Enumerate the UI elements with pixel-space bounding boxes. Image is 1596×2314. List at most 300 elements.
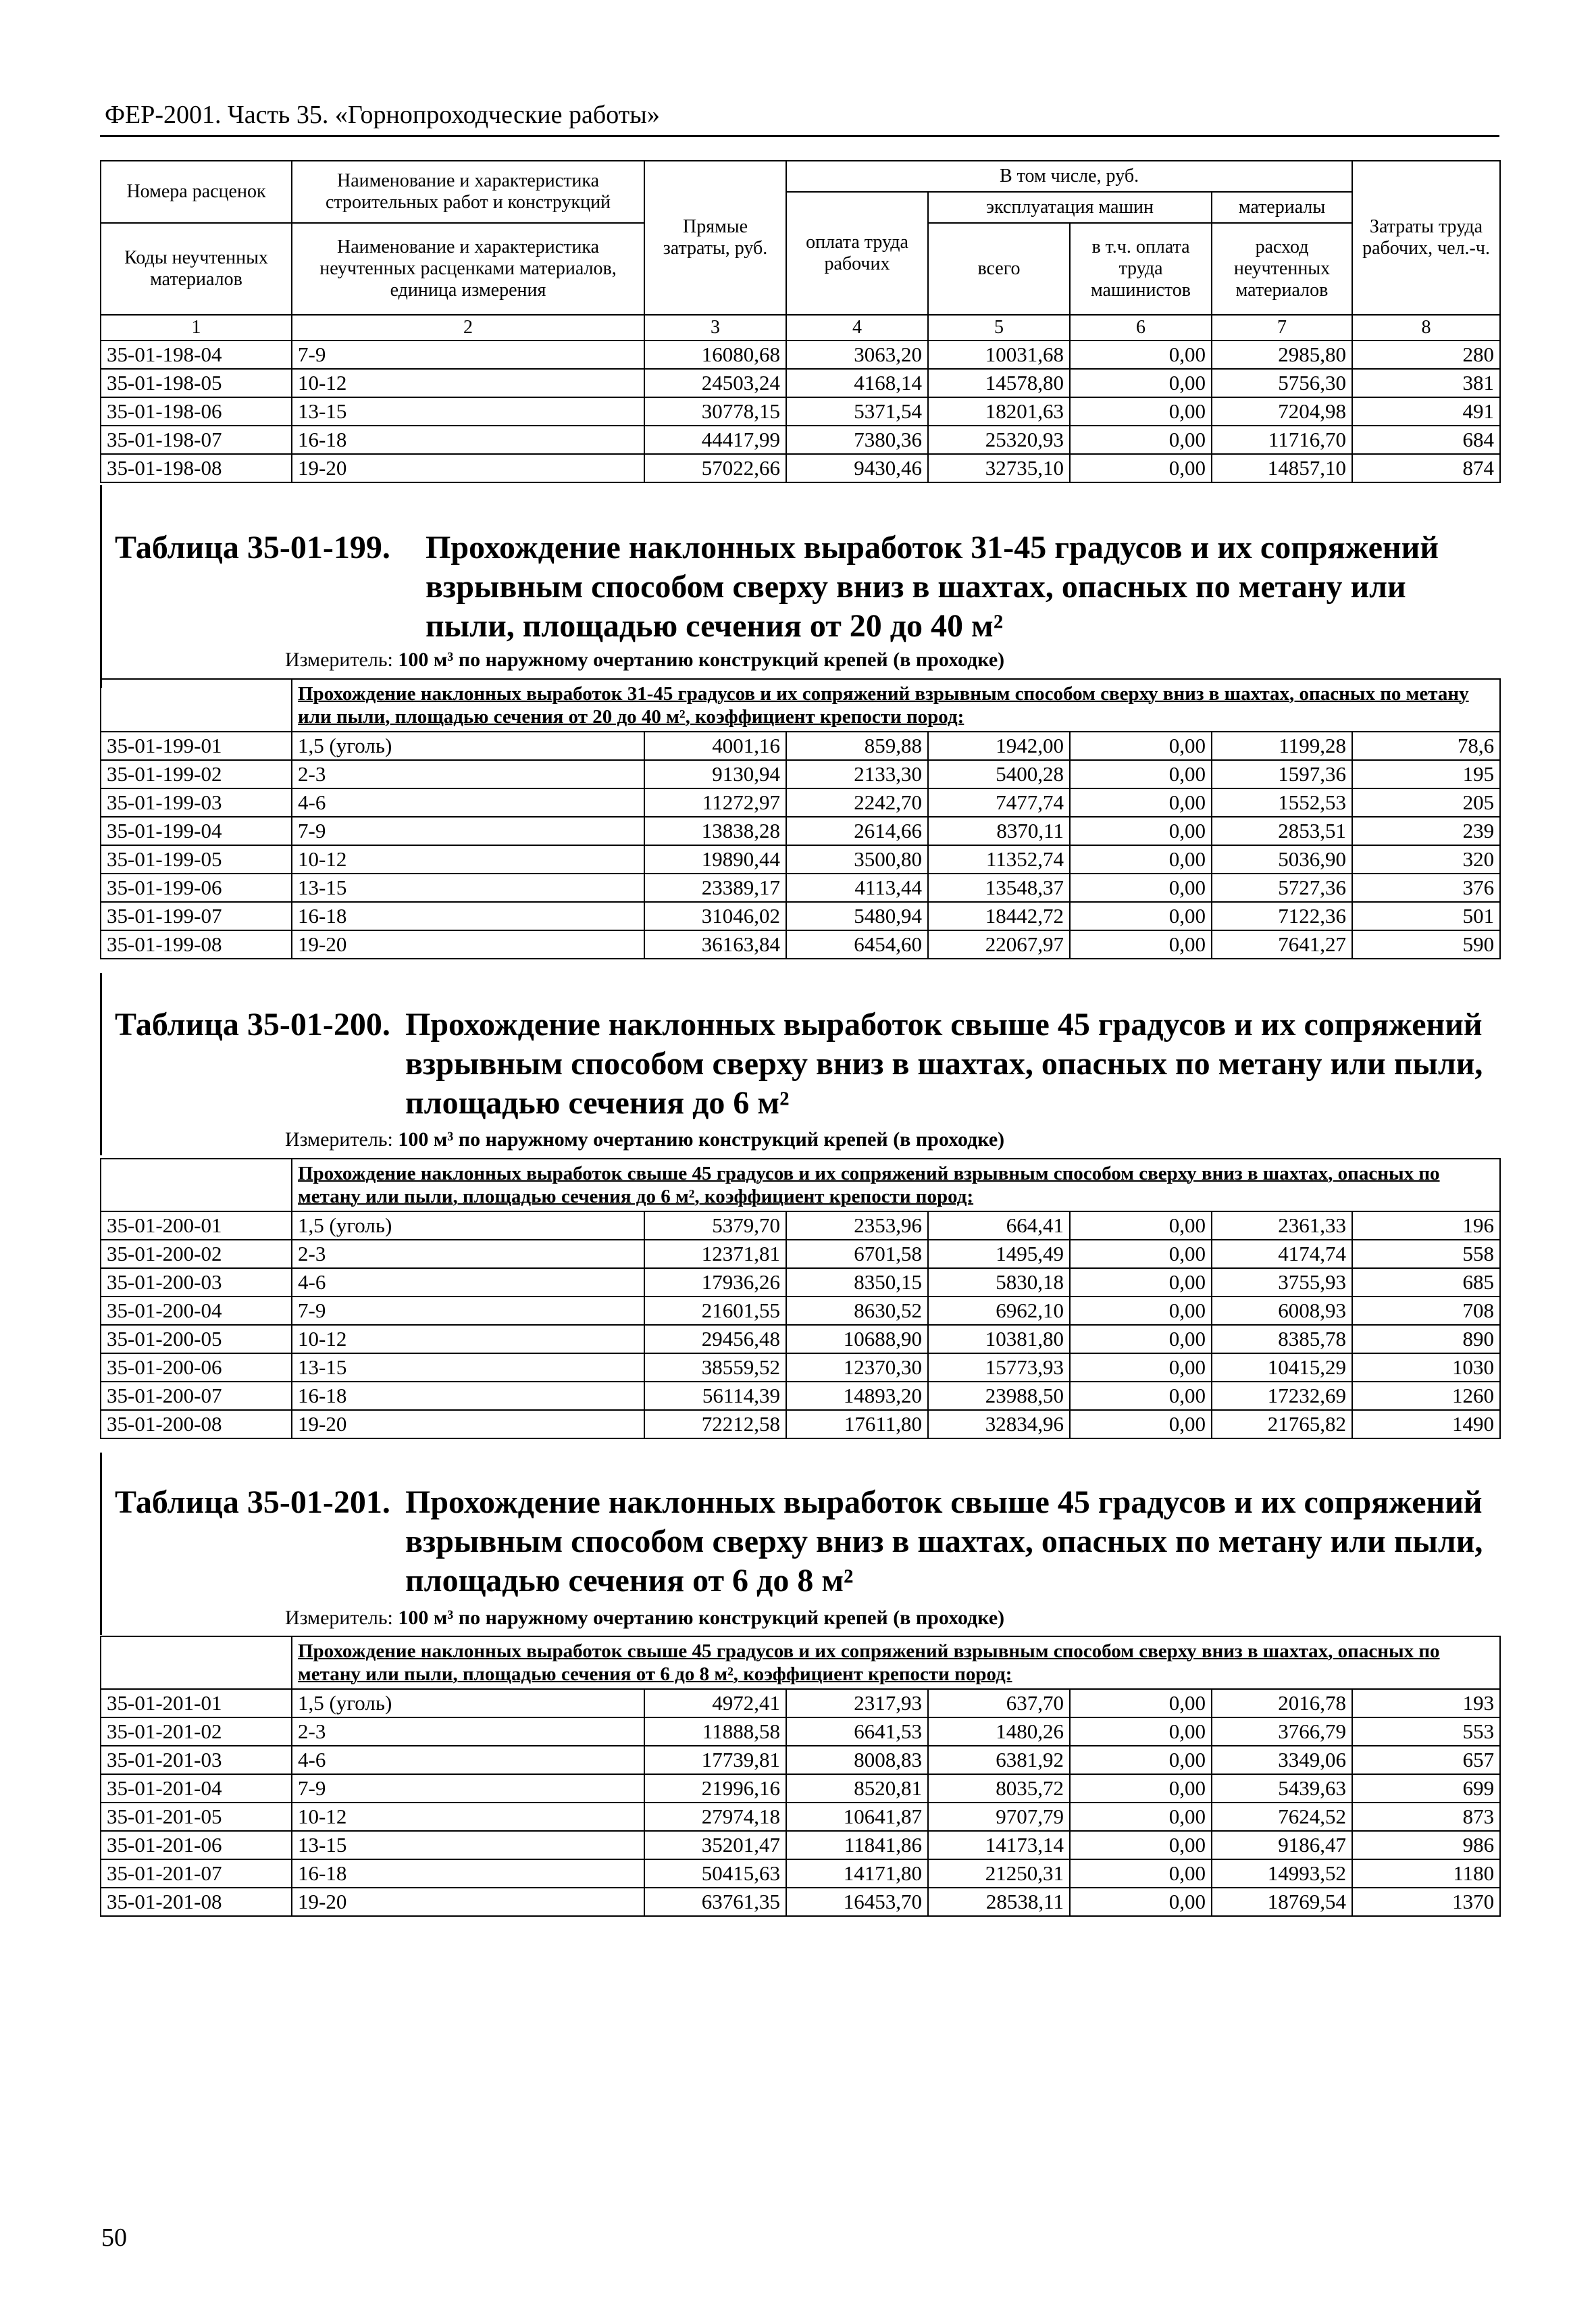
cell-machine-total: 5400,28	[928, 760, 1070, 788]
cell-direct-costs: 19890,44	[644, 845, 786, 874]
cell-characteristic: 10-12	[292, 1325, 644, 1353]
header-material-usage: расход неучтенных материалов	[1212, 223, 1352, 315]
cell-machinist-pay: 0,00	[1070, 874, 1212, 902]
cell-characteristic: 16-18	[292, 1382, 644, 1410]
cell-material-usage: 2985,80	[1212, 341, 1352, 369]
table-200-title: Прохождение наклонных выработок свыше 45 градусов и их сопряжений взрывным способом сверху вниз в шахтах, опасных по метану или пыли, площадью сечения до 6 м²	[405, 1007, 1483, 1121]
cell-rate-code: 35-01-201-03	[101, 1746, 292, 1774]
cell-characteristic: 7-9	[292, 817, 644, 845]
table-199-caption	[115, 528, 1493, 650]
meter-value: 100 м³ по наружному очертанию конструкций крепей (в проходке)	[398, 1607, 1005, 1629]
cell-labor-hours: 280	[1352, 341, 1500, 369]
cell-direct-costs: 30778,15	[644, 397, 786, 426]
cell-machinist-pay: 0,00	[1070, 1774, 1212, 1803]
cell-characteristic: 7-9	[292, 341, 644, 369]
cell-rate-code: 35-01-200-05	[101, 1325, 292, 1353]
frame-line	[100, 1453, 102, 1635]
table-row	[101, 426, 1500, 454]
cell-machine-total: 18442,72	[928, 902, 1070, 930]
table-199-meter	[285, 649, 1004, 672]
cell-machine-total: 9707,79	[928, 1803, 1070, 1831]
header-number: 6	[1070, 315, 1212, 341]
cell-worker-pay: 2614,66	[786, 817, 928, 845]
cell-direct-costs: 29456,48	[644, 1325, 786, 1353]
cell-rate-code: 35-01-201-02	[101, 1717, 292, 1746]
cell-machine-total: 21250,31	[928, 1859, 1070, 1888]
cell-labor-hours: 890	[1352, 1325, 1500, 1353]
cell-machine-total: 23988,50	[928, 1382, 1070, 1410]
cell-machinist-pay: 0,00	[1070, 1803, 1212, 1831]
cell-worker-pay: 2133,30	[786, 760, 928, 788]
header-direct-costs: Прямые затраты, руб.	[644, 161, 786, 315]
cell-worker-pay: 3063,20	[786, 341, 928, 369]
cell-labor-hours: 320	[1352, 845, 1500, 874]
cell-rate-code: 35-01-200-06	[101, 1353, 292, 1382]
cell-machine-total: 22067,97	[928, 930, 1070, 959]
table-201-title: Прохождение наклонных выработок свыше 45 градусов и их сопряжений взрывным способом сверху вниз в шахтах, опасных по метану или пыли, площадью сечения от 6 до 8 м²	[405, 1484, 1483, 1599]
meter-label: Измеритель:	[285, 649, 393, 671]
table-row	[101, 788, 1500, 817]
cell-direct-costs: 12371,81	[644, 1240, 786, 1268]
cell-rate-code: 35-01-198-08	[101, 454, 292, 482]
cell-worker-pay: 5480,94	[786, 902, 928, 930]
cell-characteristic: 1,5 (уголь)	[292, 1689, 644, 1717]
table-199-label: Таблица 35-01-199.	[115, 530, 390, 565]
cell-labor-hours: 195	[1352, 760, 1500, 788]
cell-machinist-pay: 0,00	[1070, 1353, 1212, 1382]
cell-rate-code: 35-01-199-08	[101, 930, 292, 959]
table-row	[101, 1803, 1500, 1831]
cell-machinist-pay: 0,00	[1070, 1717, 1212, 1746]
cell-machine-total: 1480,26	[928, 1717, 1070, 1746]
cell-material-usage: 17232,69	[1212, 1382, 1352, 1410]
cell-labor-hours: 491	[1352, 397, 1500, 426]
section-note-text: Прохождение наклонных выработок 31-45 градусов и их сопряжений взрывным способом сверху вниз в шахтах, опасных по метану или пыли, площадью сечения от 20 до 40 м², коэффициент крепости пород:	[298, 683, 1469, 728]
table-200-caption	[115, 1005, 1493, 1127]
frame-line	[100, 973, 102, 1155]
cell-machinist-pay: 0,00	[1070, 930, 1212, 959]
cell-material-usage: 4174,74	[1212, 1240, 1352, 1268]
table-row	[101, 1382, 1500, 1410]
cell-characteristic: 7-9	[292, 1774, 644, 1803]
cell-material-usage: 11716,70	[1212, 426, 1352, 454]
cell-direct-costs: 11272,97	[644, 788, 786, 817]
table-201-rows	[101, 1689, 1500, 1916]
header-material-codes: Коды неучтенных материалов	[101, 223, 292, 315]
cell-machine-total: 10381,80	[928, 1325, 1070, 1353]
table-row	[101, 930, 1500, 959]
table-row	[101, 1353, 1500, 1382]
cell-machinist-pay: 0,00	[1070, 732, 1212, 760]
cell-rate-code: 35-01-198-06	[101, 397, 292, 426]
header-worker-pay: оплата труда рабочих	[786, 192, 928, 315]
cell-worker-pay: 16453,70	[786, 1888, 928, 1916]
cell-rate-code: 35-01-198-04	[101, 341, 292, 369]
table-row	[101, 1774, 1500, 1803]
cell-direct-costs: 27974,18	[644, 1803, 786, 1831]
cell-material-usage: 1199,28	[1212, 732, 1352, 760]
cell-machine-total: 32735,10	[928, 454, 1070, 482]
cell-machine-total: 1942,00	[928, 732, 1070, 760]
cell-machine-total: 5830,18	[928, 1268, 1070, 1297]
cell-rate-code: 35-01-200-08	[101, 1410, 292, 1438]
cell-characteristic: 2-3	[292, 1240, 644, 1268]
cell-worker-pay: 3500,80	[786, 845, 928, 874]
cell-material-usage: 10415,29	[1212, 1353, 1352, 1382]
header-number: 4	[786, 315, 928, 341]
cell-rate-code: 35-01-200-01	[101, 1211, 292, 1240]
note-spacer	[101, 1636, 292, 1689]
cell-material-usage: 3755,93	[1212, 1268, 1352, 1297]
table-200-rows	[101, 1211, 1500, 1438]
cell-machinist-pay: 0,00	[1070, 1410, 1212, 1438]
cell-rate-code: 35-01-199-03	[101, 788, 292, 817]
cell-material-usage: 9186,47	[1212, 1831, 1352, 1859]
cell-characteristic: 2-3	[292, 1717, 644, 1746]
table-row	[101, 1240, 1500, 1268]
cell-machinist-pay: 0,00	[1070, 397, 1212, 426]
table-199-title: Прохождение наклонных выработок 31-45 градусов и их сопряжений взрывным способом сверху вниз в шахтах, опасных по метану или пыли, площадью сечения от 20 до 40 м²	[426, 530, 1439, 644]
table-200	[100, 1158, 1501, 1439]
cell-labor-hours: 205	[1352, 788, 1500, 817]
section-note-text: Прохождение наклонных выработок свыше 45 градусов и их сопряжений взрывным способом сверху вниз в шахтах, опасных по метану или пыли, площадью сечения от 6 до 8 м², коэффициент крепости пород:	[298, 1640, 1440, 1685]
table-199-section-note	[292, 679, 1500, 732]
cell-material-usage: 7122,36	[1212, 902, 1352, 930]
cell-material-usage: 3349,06	[1212, 1746, 1352, 1774]
header-number: 7	[1212, 315, 1352, 341]
cell-machine-total: 8370,11	[928, 817, 1070, 845]
cell-characteristic: 10-12	[292, 369, 644, 397]
header-material-names: Наименование и характеристика неучтенных расценками материалов, единица измерения	[292, 223, 644, 315]
cell-labor-hours: 1260	[1352, 1382, 1500, 1410]
cell-material-usage: 18769,54	[1212, 1888, 1352, 1916]
cell-characteristic: 19-20	[292, 930, 644, 959]
cell-machinist-pay: 0,00	[1070, 1746, 1212, 1774]
table-201-meter	[285, 1607, 1004, 1630]
header-number: 3	[644, 315, 786, 341]
table-row	[101, 1717, 1500, 1746]
table-row	[101, 760, 1500, 788]
cell-material-usage: 14857,10	[1212, 454, 1352, 482]
cell-rate-code: 35-01-201-07	[101, 1859, 292, 1888]
cell-characteristic: 13-15	[292, 874, 644, 902]
cell-direct-costs: 31046,02	[644, 902, 786, 930]
cell-worker-pay: 9430,46	[786, 454, 928, 482]
cell-labor-hours: 874	[1352, 454, 1500, 482]
cell-direct-costs: 23389,17	[644, 874, 786, 902]
cell-labor-hours: 196	[1352, 1211, 1500, 1240]
cell-direct-costs: 44417,99	[644, 426, 786, 454]
cell-material-usage: 5439,63	[1212, 1774, 1352, 1803]
cell-labor-hours: 1030	[1352, 1353, 1500, 1382]
cell-characteristic: 10-12	[292, 845, 644, 874]
cell-machine-total: 7477,74	[928, 788, 1070, 817]
cell-characteristic: 1,5 (уголь)	[292, 1211, 644, 1240]
cell-labor-hours: 239	[1352, 817, 1500, 845]
cell-machine-total: 10031,68	[928, 341, 1070, 369]
table-row	[101, 1831, 1500, 1859]
cell-characteristic: 19-20	[292, 1410, 644, 1438]
table-200-label: Таблица 35-01-200.	[115, 1007, 390, 1042]
cell-worker-pay: 8008,83	[786, 1746, 928, 1774]
table-row	[101, 1689, 1500, 1717]
cell-direct-costs: 35201,47	[644, 1831, 786, 1859]
meter-value: 100 м³ по наружному очертанию конструкций крепей (в проходке)	[398, 1128, 1005, 1151]
cell-direct-costs: 24503,24	[644, 369, 786, 397]
cell-labor-hours: 684	[1352, 426, 1500, 454]
cell-machinist-pay: 0,00	[1070, 1325, 1212, 1353]
cell-characteristic: 16-18	[292, 902, 644, 930]
table-201-label: Таблица 35-01-201.	[115, 1484, 390, 1520]
header-including: В том числе, руб.	[786, 161, 1352, 192]
cell-machine-total: 14173,14	[928, 1831, 1070, 1859]
cell-direct-costs: 57022,66	[644, 454, 786, 482]
table-row	[101, 902, 1500, 930]
running-head: ФЕР-2001. Часть 35. «Горнопроходческие работы»	[105, 101, 660, 129]
table-row	[101, 1268, 1500, 1297]
cell-machine-total: 1495,49	[928, 1240, 1070, 1268]
cell-worker-pay: 8350,15	[786, 1268, 928, 1297]
cell-labor-hours: 708	[1352, 1297, 1500, 1325]
cell-material-usage: 2361,33	[1212, 1211, 1352, 1240]
table-row	[101, 1888, 1500, 1916]
cell-worker-pay: 6701,58	[786, 1240, 928, 1268]
table-row	[101, 454, 1500, 482]
cell-rate-code: 35-01-201-08	[101, 1888, 292, 1916]
cell-direct-costs: 9130,94	[644, 760, 786, 788]
cell-machine-total: 637,70	[928, 1689, 1070, 1717]
table-199-rows	[101, 732, 1500, 959]
cell-labor-hours: 193	[1352, 1689, 1500, 1717]
cell-machinist-pay: 0,00	[1070, 1211, 1212, 1240]
cell-worker-pay: 10688,90	[786, 1325, 928, 1353]
cell-worker-pay: 4113,44	[786, 874, 928, 902]
cell-labor-hours: 1370	[1352, 1888, 1500, 1916]
cell-characteristic: 4-6	[292, 1746, 644, 1774]
cell-labor-hours: 376	[1352, 874, 1500, 902]
table-row	[101, 341, 1500, 369]
table-199-block	[100, 678, 1499, 959]
table-198-rows	[101, 341, 1500, 482]
table-198-block	[100, 160, 1499, 483]
cell-labor-hours: 381	[1352, 369, 1500, 397]
cell-material-usage: 1552,53	[1212, 788, 1352, 817]
cell-machine-total: 8035,72	[928, 1774, 1070, 1803]
cell-labor-hours: 558	[1352, 1240, 1500, 1268]
cell-machinist-pay: 0,00	[1070, 426, 1212, 454]
column-header	[101, 161, 1500, 341]
cell-material-usage: 7204,98	[1212, 397, 1352, 426]
header-number: 5	[928, 315, 1070, 341]
table-row	[101, 1410, 1500, 1438]
cell-worker-pay: 2242,70	[786, 788, 928, 817]
cell-machinist-pay: 0,00	[1070, 902, 1212, 930]
cell-characteristic: 13-15	[292, 397, 644, 426]
table-row	[101, 817, 1500, 845]
cell-worker-pay: 14171,80	[786, 1859, 928, 1888]
header-number: 1	[101, 315, 292, 341]
cell-worker-pay: 12370,30	[786, 1353, 928, 1382]
cell-direct-costs: 17936,26	[644, 1268, 786, 1297]
header-machinist-pay: в т.ч. оплата труда машинистов	[1070, 223, 1212, 315]
cell-machinist-pay: 0,00	[1070, 1689, 1212, 1717]
cell-material-usage: 5727,36	[1212, 874, 1352, 902]
note-spacer	[101, 679, 292, 732]
table-row	[101, 845, 1500, 874]
cell-machinist-pay: 0,00	[1070, 341, 1212, 369]
cell-machinist-pay: 0,00	[1070, 1297, 1212, 1325]
cell-material-usage: 5036,90	[1212, 845, 1352, 874]
cell-direct-costs: 36163,84	[644, 930, 786, 959]
cell-rate-code: 35-01-200-02	[101, 1240, 292, 1268]
cell-machinist-pay: 0,00	[1070, 369, 1212, 397]
table-201-section-note	[292, 1636, 1500, 1689]
cell-material-usage: 21765,82	[1212, 1410, 1352, 1438]
meter-label: Измеритель:	[285, 1607, 393, 1629]
cell-worker-pay: 10641,87	[786, 1803, 928, 1831]
cell-machinist-pay: 0,00	[1070, 845, 1212, 874]
cell-rate-code: 35-01-201-04	[101, 1774, 292, 1803]
cell-direct-costs: 63761,35	[644, 1888, 786, 1916]
cell-rate-code: 35-01-199-07	[101, 902, 292, 930]
cell-direct-costs: 50415,63	[644, 1859, 786, 1888]
table-200-meter	[285, 1128, 1004, 1151]
cell-characteristic: 4-6	[292, 1268, 644, 1297]
cell-direct-costs: 21601,55	[644, 1297, 786, 1325]
header-rates-numbers: Номера расценок	[101, 161, 292, 223]
cell-material-usage: 8385,78	[1212, 1325, 1352, 1353]
cell-machinist-pay: 0,00	[1070, 788, 1212, 817]
cell-machinist-pay: 0,00	[1070, 454, 1212, 482]
cell-direct-costs: 17739,81	[644, 1746, 786, 1774]
cell-worker-pay: 2317,93	[786, 1689, 928, 1717]
cell-material-usage: 2853,51	[1212, 817, 1352, 845]
header-rule	[100, 135, 1499, 137]
table-row	[101, 1859, 1500, 1888]
cell-rate-code: 35-01-199-02	[101, 760, 292, 788]
cell-rate-code: 35-01-199-05	[101, 845, 292, 874]
cell-machine-total: 32834,96	[928, 1410, 1070, 1438]
cell-worker-pay: 859,88	[786, 732, 928, 760]
cell-direct-costs: 13838,28	[644, 817, 786, 845]
cell-material-usage: 7624,52	[1212, 1803, 1352, 1831]
cell-machinist-pay: 0,00	[1070, 1831, 1212, 1859]
frame-line	[100, 485, 102, 688]
table-row	[101, 1211, 1500, 1240]
cell-machinist-pay: 0,00	[1070, 1240, 1212, 1268]
cell-worker-pay: 5371,54	[786, 397, 928, 426]
cell-worker-pay: 14893,20	[786, 1382, 928, 1410]
cell-machinist-pay: 0,00	[1070, 817, 1212, 845]
cell-machinist-pay: 0,00	[1070, 1382, 1212, 1410]
cell-material-usage: 2016,78	[1212, 1689, 1352, 1717]
cell-machine-total: 11352,74	[928, 845, 1070, 874]
table-row	[101, 397, 1500, 426]
cell-characteristic: 4-6	[292, 788, 644, 817]
cell-labor-hours: 1490	[1352, 1410, 1500, 1438]
cell-characteristic: 19-20	[292, 454, 644, 482]
cell-direct-costs: 56114,39	[644, 1382, 786, 1410]
cell-machine-total: 15773,93	[928, 1353, 1070, 1382]
cell-rate-code: 35-01-199-04	[101, 817, 292, 845]
cell-worker-pay: 8630,52	[786, 1297, 928, 1325]
cell-characteristic: 19-20	[292, 1888, 644, 1916]
cell-rate-code: 35-01-198-05	[101, 369, 292, 397]
table-row	[101, 1325, 1500, 1353]
cell-material-usage: 6008,93	[1212, 1297, 1352, 1325]
meter-label: Измеритель:	[285, 1128, 393, 1151]
cell-labor-hours: 501	[1352, 902, 1500, 930]
cell-labor-hours: 685	[1352, 1268, 1500, 1297]
cell-machine-total: 25320,93	[928, 426, 1070, 454]
cell-labor-hours: 553	[1352, 1717, 1500, 1746]
cell-worker-pay: 6641,53	[786, 1717, 928, 1746]
cell-worker-pay: 2353,96	[786, 1211, 928, 1240]
cell-machinist-pay: 0,00	[1070, 1268, 1212, 1297]
cell-direct-costs: 11888,58	[644, 1717, 786, 1746]
cell-rate-code: 35-01-199-06	[101, 874, 292, 902]
table-row	[101, 369, 1500, 397]
cell-machine-total: 6962,10	[928, 1297, 1070, 1325]
table-198	[100, 160, 1501, 483]
cell-direct-costs: 21996,16	[644, 1774, 786, 1803]
cell-rate-code: 35-01-201-05	[101, 1803, 292, 1831]
cell-material-usage: 5756,30	[1212, 369, 1352, 397]
cell-material-usage: 1597,36	[1212, 760, 1352, 788]
cell-characteristic: 2-3	[292, 760, 644, 788]
meter-value: 100 м³ по наружному очертанию конструкций крепей (в проходке)	[398, 649, 1005, 671]
cell-worker-pay: 4168,14	[786, 369, 928, 397]
table-201	[100, 1636, 1501, 1917]
header-materials: материалы	[1212, 192, 1352, 223]
cell-machine-total: 28538,11	[928, 1888, 1070, 1916]
cell-labor-hours: 986	[1352, 1831, 1500, 1859]
cell-direct-costs: 72212,58	[644, 1410, 786, 1438]
header-machine-operation: эксплуатация машин	[928, 192, 1212, 223]
cell-characteristic: 1,5 (уголь)	[292, 732, 644, 760]
cell-labor-hours: 657	[1352, 1746, 1500, 1774]
cell-worker-pay: 8520,81	[786, 1774, 928, 1803]
cell-rate-code: 35-01-201-06	[101, 1831, 292, 1859]
cell-labor-hours: 78,6	[1352, 732, 1500, 760]
page-number: 50	[101, 2223, 127, 2252]
header-number: 2	[292, 315, 644, 341]
cell-labor-hours: 1180	[1352, 1859, 1500, 1888]
cell-direct-costs: 16080,68	[644, 341, 786, 369]
table-row	[101, 1746, 1500, 1774]
header-labor-costs: Затраты труда рабочих, чел.-ч.	[1352, 161, 1500, 315]
table-row	[101, 732, 1500, 760]
cell-labor-hours: 590	[1352, 930, 1500, 959]
cell-direct-costs: 38559,52	[644, 1353, 786, 1382]
cell-labor-hours: 699	[1352, 1774, 1500, 1803]
table-199	[100, 678, 1501, 959]
cell-labor-hours: 873	[1352, 1803, 1500, 1831]
cell-machine-total: 18201,63	[928, 397, 1070, 426]
header-work-name: Наименование и характеристика строительных работ и конструкций	[292, 161, 644, 223]
cell-characteristic: 13-15	[292, 1831, 644, 1859]
header-machine-total: всего	[928, 223, 1070, 315]
section-note-text: Прохождение наклонных выработок свыше 45 градусов и их сопряжений взрывным способом сверху вниз в шахтах, опасных по метану или пыли, площадью сечения до 6 м², коэффициент крепости пород:	[298, 1163, 1440, 1207]
cell-rate-code: 35-01-200-07	[101, 1382, 292, 1410]
table-201-block	[100, 1636, 1499, 1917]
cell-direct-costs: 4972,41	[644, 1689, 786, 1717]
cell-rate-code: 35-01-200-04	[101, 1297, 292, 1325]
table-201-caption	[115, 1483, 1493, 1605]
cell-worker-pay: 6454,60	[786, 930, 928, 959]
cell-machinist-pay: 0,00	[1070, 760, 1212, 788]
table-row	[101, 1297, 1500, 1325]
